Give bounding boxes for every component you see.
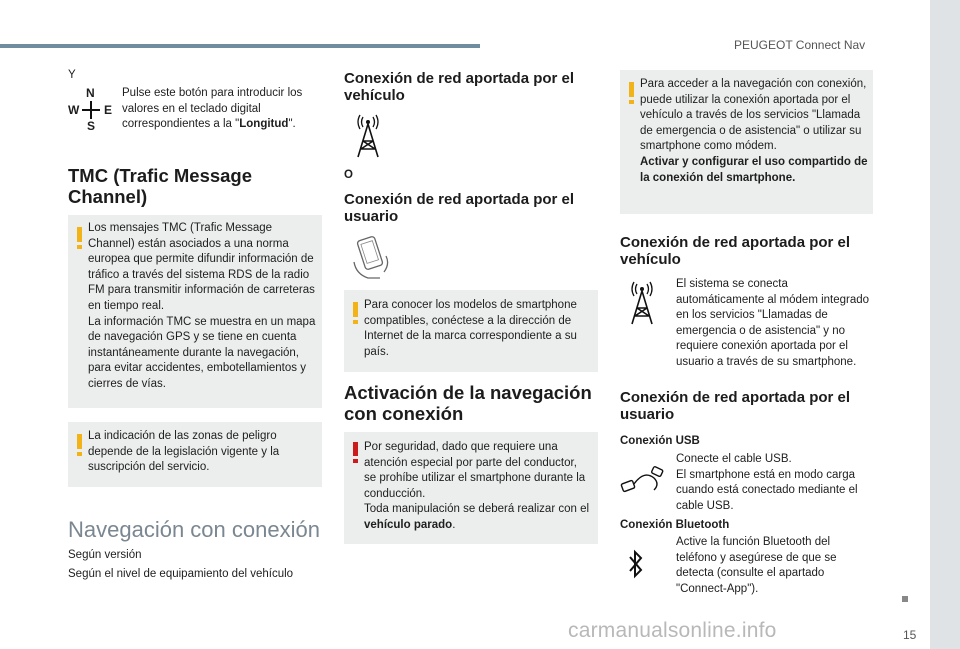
bluetooth-icon bbox=[627, 548, 645, 580]
antenna-icon bbox=[624, 280, 660, 326]
vehicle-network-heading-2 bbox=[620, 234, 880, 268]
vehicle-heading-2-line1: Conexión de red aportada por el bbox=[620, 234, 851, 251]
compass-text-bold: Longitud bbox=[239, 118, 289, 131]
access-note-bold: Activar y configurar el uso compartido de la conexión del smartphone. bbox=[640, 155, 868, 184]
tmc-info-text: Los mensajes TMC (Trafic Message Channel) están asociados a una norma europea que permite difundir información de tráfico a través del sistema RDS de la radio FM para transmitir información de carreteras en tiempo real. La información TMC se muestra en un mapa de navegación GPS y se tiene en cuenta instantáneamente durante la navegación, para evitar accidentes, embotellamientos y cierres de vías. bbox=[88, 222, 316, 390]
compass-n: N bbox=[86, 86, 95, 100]
usb-cable-icon bbox=[620, 464, 666, 498]
user-heading-2-line2: usuario bbox=[620, 406, 675, 423]
info-icon bbox=[77, 434, 82, 449]
info-icon bbox=[629, 82, 634, 97]
compass-text-suffix: ". bbox=[288, 118, 296, 131]
compass-e: E bbox=[104, 103, 113, 117]
compass-s: S bbox=[87, 119, 96, 133]
info-icon bbox=[353, 302, 358, 317]
safety-warning-text bbox=[364, 440, 592, 534]
vehicle-heading-2-line2: vehículo bbox=[620, 251, 681, 268]
vehicle-heading-line1: Conexión de red aportada por el bbox=[344, 70, 575, 87]
activation-heading bbox=[344, 382, 608, 424]
activation-heading-line1: Activación de la navegación bbox=[344, 382, 592, 403]
continue-marker bbox=[902, 596, 908, 602]
tmc-heading-line2: Channel) bbox=[68, 186, 148, 207]
compass-icon bbox=[68, 88, 114, 134]
tmc-heading-line1: TMC (Trafic Message bbox=[68, 165, 253, 186]
smartphone-compat-note bbox=[344, 290, 598, 372]
warning-text-main: Por seguridad, dado que requiere una atención especial por parte del conductor, se prohíbe utilizar el smartphone durante la conducción. Toda manipulación se deberá realizar con el bbox=[364, 441, 590, 516]
danger-zone-note bbox=[68, 422, 322, 487]
or-label: O bbox=[344, 169, 353, 181]
warning-text-suffix: . bbox=[452, 518, 456, 531]
page-header-title: PEUGEOT Connect Nav bbox=[734, 38, 866, 52]
access-note-text bbox=[640, 77, 868, 186]
vehicle-heading-line2: vehículo bbox=[344, 87, 405, 104]
y-letter: Y bbox=[68, 69, 76, 81]
smartphone-compat-text: Para conocer los modelos de smartphone compatibles, conéctese a la dirección de Internet de la marca correspondiente a su país. bbox=[364, 299, 577, 358]
connected-nav-heading: Navegación con conexión bbox=[68, 517, 320, 542]
compass-text-prefix: Pulse este botón para introducir los valores en el teclado digital correspondientes a la " bbox=[122, 87, 303, 131]
compass-cross-icon bbox=[81, 100, 101, 120]
usb-text: Conecte el cable USB. El smartphone está en modo carga cuando está conectado mediante el cable USB. bbox=[676, 453, 858, 512]
side-strip bbox=[930, 0, 960, 649]
bluetooth-label: Conexión Bluetooth bbox=[620, 519, 730, 531]
user-network-heading-2 bbox=[620, 389, 880, 423]
danger-zone-text: La indicación de las zonas de peligro depende de la legislación vigente y la suscripción del servicio. bbox=[88, 430, 280, 474]
antenna-icon bbox=[350, 113, 386, 159]
usb-label: Conexión USB bbox=[620, 435, 700, 447]
page-number: 15 bbox=[903, 628, 917, 642]
user-heading-line1: Conexión de red aportada por el bbox=[344, 191, 575, 208]
header-rule bbox=[0, 44, 480, 48]
warning-text-bold: vehículo parado bbox=[364, 518, 453, 531]
warning-icon bbox=[353, 442, 358, 456]
user-network-heading bbox=[344, 191, 604, 225]
tmc-info-note bbox=[68, 215, 322, 408]
smartphone-hand-icon bbox=[350, 234, 394, 280]
tmc-heading bbox=[68, 165, 328, 207]
version-line1: Según versión bbox=[68, 549, 142, 561]
user-heading-line2: usuario bbox=[344, 208, 399, 225]
user-heading-2-line1: Conexión de red aportada por el bbox=[620, 389, 851, 406]
connected-nav-access-note bbox=[620, 70, 873, 214]
info-icon bbox=[77, 227, 82, 242]
watermark: carmanualsonline.info bbox=[568, 619, 777, 642]
compass-description bbox=[122, 86, 318, 133]
version-line2: Según el nivel de equipamiento del vehículo bbox=[68, 568, 294, 580]
vehicle-network-text: El sistema se conecta automáticamente al módem integrado en los servicios "Llamadas de emergencia o de asistencia" y no requiere conexión aportada por el usuario a través de su smartphone. bbox=[676, 278, 870, 368]
activation-heading-line2: con conexión bbox=[344, 403, 464, 424]
vehicle-network-heading bbox=[344, 70, 604, 104]
compass-w: W bbox=[68, 103, 80, 117]
safety-warning-note bbox=[344, 432, 598, 544]
access-note-main: Para acceder a la navegación con conexión, puede utilizar la conexión aportada por el vehículo a través de los servicios "Llamada de emergencia o de asistencia" o utilizar su smartphone como módem. bbox=[640, 78, 867, 153]
bluetooth-text: Active la función Bluetooth del teléfono y asegúrese de que se detecta (consulte el apartado "Connect-App"). bbox=[676, 536, 837, 595]
